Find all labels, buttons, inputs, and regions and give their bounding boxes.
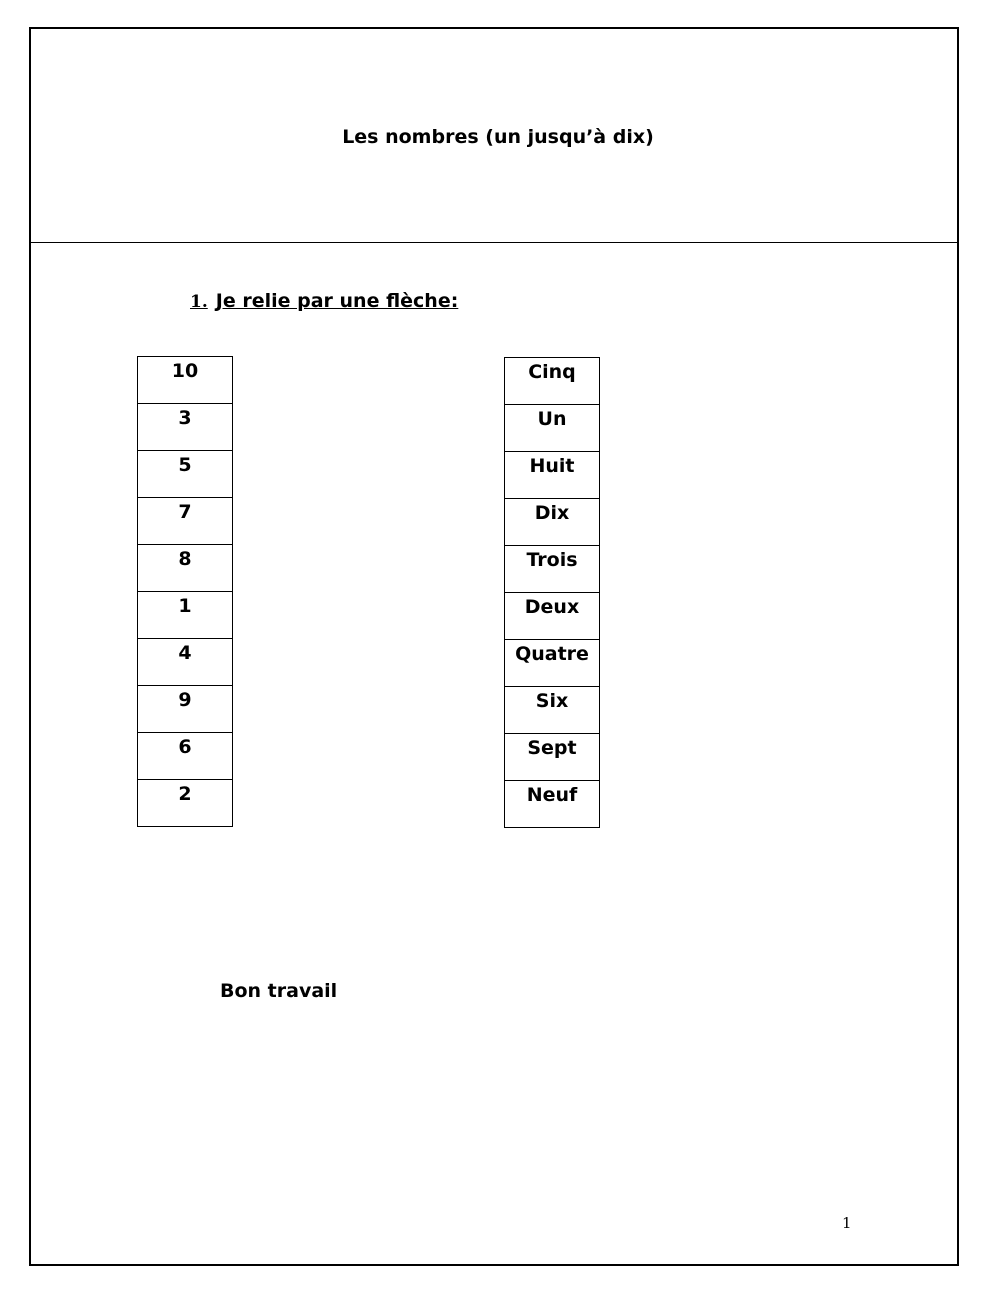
word-cell[interactable]: Quatre <box>505 640 600 687</box>
word-cell[interactable]: Deux <box>505 593 600 640</box>
word-cell[interactable]: Six <box>505 687 600 734</box>
header-divider <box>29 242 957 243</box>
number-cell[interactable]: 10 <box>138 357 233 404</box>
words-column <box>504 357 600 828</box>
number-cell[interactable]: 3 <box>138 404 233 451</box>
exercise-number: 1. <box>190 292 208 312</box>
word-cell[interactable]: Cinq <box>505 358 600 405</box>
word-cell[interactable]: Huit <box>505 452 600 499</box>
number-cell[interactable]: 7 <box>138 498 233 545</box>
closing-remark: Bon travail <box>220 980 338 1002</box>
number-cell[interactable]: 4 <box>138 639 233 686</box>
numbers-column <box>137 356 233 827</box>
exercise-instruction-text: Je relie par une flèche: <box>215 290 459 312</box>
word-cell[interactable]: Trois <box>505 546 600 593</box>
number-cell[interactable]: 1 <box>138 592 233 639</box>
page-number: 1 <box>842 1214 852 1232</box>
exercise-instruction <box>190 290 458 312</box>
number-cell[interactable]: 6 <box>138 733 233 780</box>
number-cell[interactable]: 2 <box>138 780 233 827</box>
number-cell[interactable]: 5 <box>138 451 233 498</box>
word-cell[interactable]: Dix <box>505 499 600 546</box>
word-cell[interactable]: Un <box>505 405 600 452</box>
number-cell[interactable]: 8 <box>138 545 233 592</box>
worksheet-title: Les nombres (un jusqu’à dix) <box>342 126 654 148</box>
number-cell[interactable]: 9 <box>138 686 233 733</box>
word-cell[interactable]: Sept <box>505 734 600 781</box>
word-cell[interactable]: Neuf <box>505 781 600 828</box>
